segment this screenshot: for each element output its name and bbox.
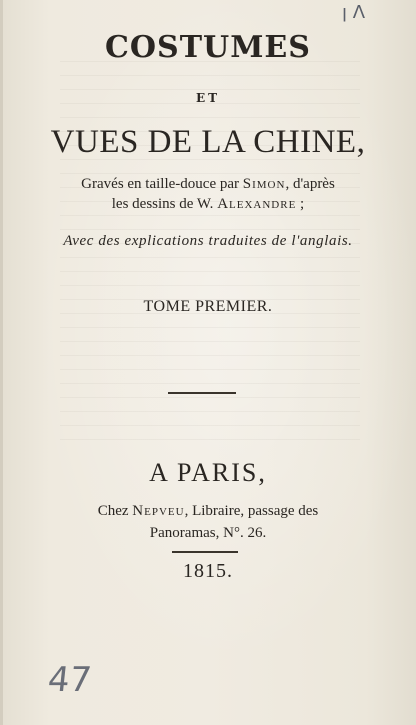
artist-name: Alexandre [217,196,297,212]
credits-line-1 [0,174,416,194]
show-through-texture [60,60,360,440]
divider-rule [168,392,236,394]
imprint-line-2: Panoramas, N°. 26. [149,525,267,541]
publication-year: 1815. [183,560,233,582]
imprint-city: A PARIS, [149,458,267,487]
credits-line2-post: ; [296,196,305,212]
credits-line2-pre: les dessins de W. [111,196,218,212]
title-line-costumes: COSTUMES [105,30,311,65]
volume-label: TOME PREMIER. [143,298,273,315]
title-connector: ET [195,91,221,105]
pencil-annotation-bottom: 47 [45,660,94,700]
pencil-annotation-top: ꞁ Λ [342,2,366,23]
credits-line1-pre: Gravés en taille-douce par [81,176,243,192]
engraver-name: Simon [242,176,286,192]
imprint-line1-pre: Chez [97,503,133,519]
credits-block [0,174,416,214]
imprint-line1-post: , Libraire, passage des [184,503,319,519]
imprint-publisher-block [0,500,416,544]
credits-line1-post: , d'après [285,176,335,192]
credits-line-2 [0,194,416,214]
divider-rule-short [172,551,238,553]
imprint-line-1 [0,500,416,522]
page-edge [0,0,3,725]
title-line-vues: VUES DE LA CHINE, [50,124,366,160]
explanation-line: Avec des explications traduites de l'anglais. [63,233,353,249]
publisher-name: Nepveu [132,503,185,519]
